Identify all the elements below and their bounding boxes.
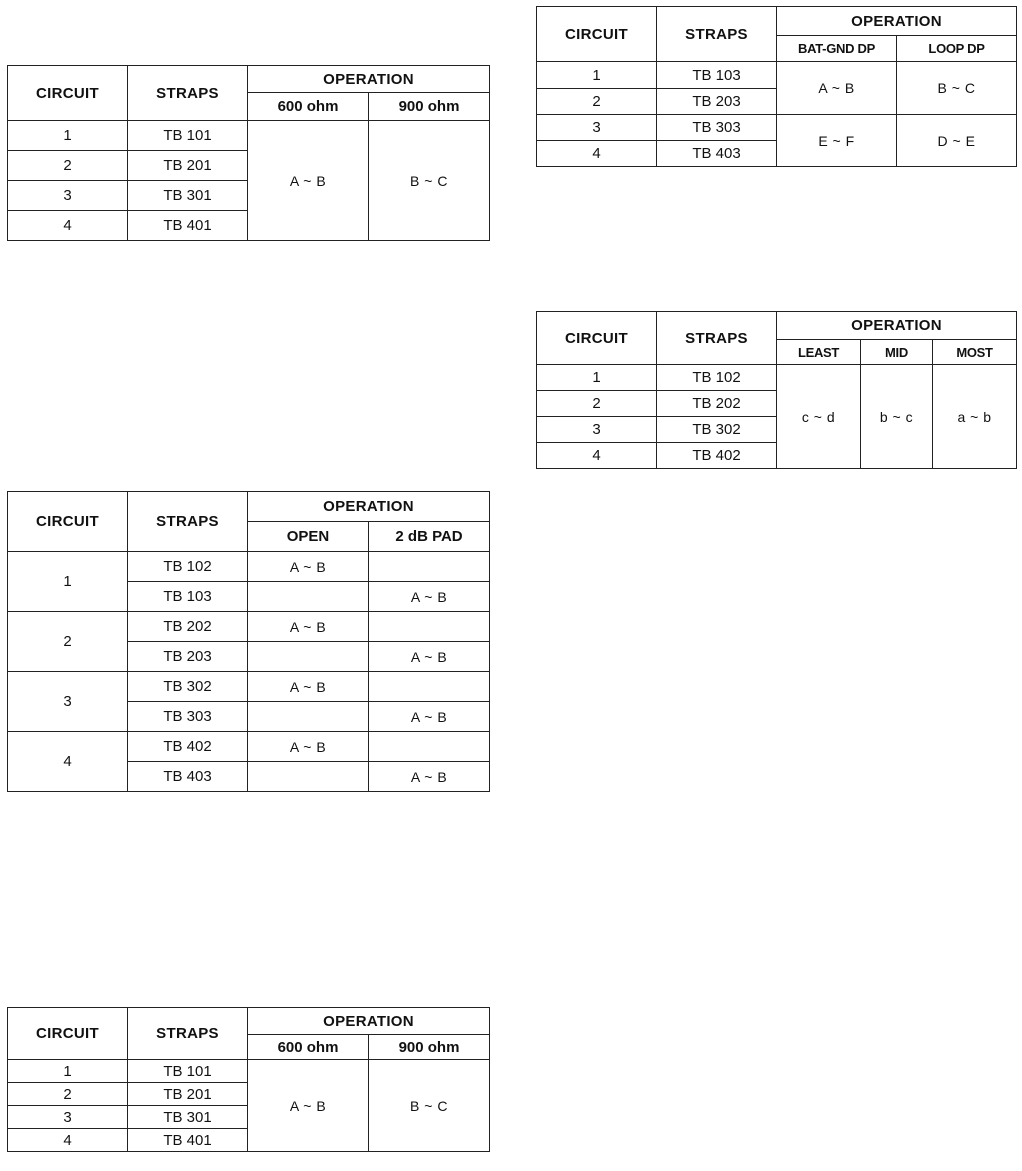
- circuit-cell: 3: [8, 181, 128, 211]
- strap-cell: TB 102: [128, 552, 248, 582]
- operation-cell: a ~ b: [933, 365, 1017, 469]
- strap-cell: TB 202: [128, 612, 248, 642]
- impedance-strap-table-2: [7, 1007, 490, 1152]
- straps-header: STRAPS: [657, 312, 777, 365]
- pad-strap-table: [7, 491, 490, 792]
- circuit-header: CIRCUIT: [8, 492, 128, 552]
- strap-cell: TB 303: [128, 702, 248, 732]
- pad-cell: [369, 672, 490, 702]
- strap-cell: TB 302: [128, 672, 248, 702]
- sub-header: MID: [861, 340, 933, 365]
- strap-cell: TB 201: [128, 1083, 248, 1106]
- circuit-cell: 1: [8, 121, 128, 151]
- open-cell: [248, 702, 369, 732]
- circuit-cell: 3: [8, 1106, 128, 1129]
- open-cell: [248, 582, 369, 612]
- sub-header: MOST: [933, 340, 1017, 365]
- operation-cell: A ~ B: [248, 121, 369, 241]
- operation-header: OPERATION: [248, 66, 490, 93]
- pad-cell: [369, 552, 490, 582]
- strap-cell: TB 103: [657, 62, 777, 89]
- strap-cell: TB 301: [128, 1106, 248, 1129]
- operation-cell: B ~ C: [897, 62, 1017, 115]
- sub-header: BAT-GND DP: [777, 36, 897, 62]
- operation-header: OPERATION: [777, 312, 1017, 340]
- sub-header: OPEN: [248, 522, 369, 552]
- strap-cell: TB 403: [128, 762, 248, 792]
- pad-cell: [369, 732, 490, 762]
- sub-header: LEAST: [777, 340, 861, 365]
- open-cell: [248, 642, 369, 672]
- strap-cell: TB 103: [128, 582, 248, 612]
- sub-header: 900 ohm: [369, 93, 490, 121]
- pad-cell: A ~ B: [369, 762, 490, 792]
- pad-cell: A ~ B: [369, 642, 490, 672]
- operation-cell: A ~ B: [777, 62, 897, 115]
- circuit-cell: 2: [8, 151, 128, 181]
- open-cell: [248, 762, 369, 792]
- operation-header: OPERATION: [248, 492, 490, 522]
- circuit-cell: 1: [8, 1060, 128, 1083]
- operation-cell: B ~ C: [369, 1060, 490, 1152]
- circuit-cell: 4: [8, 211, 128, 241]
- strap-cell: TB 401: [128, 211, 248, 241]
- circuit-cell: 2: [8, 1083, 128, 1106]
- circuit-cell: 4: [8, 1129, 128, 1152]
- circuit-header: CIRCUIT: [8, 1008, 128, 1060]
- pad-cell: [369, 612, 490, 642]
- strap-cell: TB 403: [657, 141, 777, 167]
- sub-header: 600 ohm: [248, 93, 369, 121]
- operation-cell: b ~ c: [861, 365, 933, 469]
- sub-header: 900 ohm: [369, 1035, 490, 1060]
- strap-cell: TB 101: [128, 121, 248, 151]
- circuit-cell: 2: [8, 612, 128, 672]
- strap-cell: TB 101: [128, 1060, 248, 1083]
- circuit-header: CIRCUIT: [8, 66, 128, 121]
- circuit-cell: 3: [8, 672, 128, 732]
- circuit-cell: 1: [8, 552, 128, 612]
- circuit-cell: 4: [537, 443, 657, 469]
- strap-cell: TB 203: [128, 642, 248, 672]
- operation-cell: B ~ C: [369, 121, 490, 241]
- operation-cell: c ~ d: [777, 365, 861, 469]
- circuit-header: CIRCUIT: [537, 7, 657, 62]
- strap-cell: TB 301: [128, 181, 248, 211]
- circuit-cell: 4: [537, 141, 657, 167]
- sub-header: 600 ohm: [248, 1035, 369, 1060]
- circuit-cell: 1: [537, 365, 657, 391]
- level-strap-table: [536, 311, 1017, 469]
- open-cell: A ~ B: [248, 612, 369, 642]
- operation-cell: A ~ B: [248, 1060, 369, 1152]
- circuit-cell: 4: [8, 732, 128, 792]
- circuit-header: CIRCUIT: [537, 312, 657, 365]
- circuit-cell: 1: [537, 62, 657, 89]
- strap-cell: TB 302: [657, 417, 777, 443]
- circuit-cell: 2: [537, 391, 657, 417]
- open-cell: A ~ B: [248, 672, 369, 702]
- sub-header: LOOP DP: [897, 36, 1017, 62]
- strap-cell: TB 102: [657, 365, 777, 391]
- circuit-cell: 3: [537, 417, 657, 443]
- straps-header: STRAPS: [128, 66, 248, 121]
- operation-cell: D ~ E: [897, 115, 1017, 167]
- straps-header: STRAPS: [128, 492, 248, 552]
- sub-header: 2 dB PAD: [369, 522, 490, 552]
- strap-cell: TB 202: [657, 391, 777, 417]
- operation-cell: E ~ F: [777, 115, 897, 167]
- circuit-cell: 2: [537, 89, 657, 115]
- operation-header: OPERATION: [248, 1008, 490, 1035]
- strap-cell: TB 401: [128, 1129, 248, 1152]
- open-cell: A ~ B: [248, 732, 369, 762]
- pad-cell: A ~ B: [369, 582, 490, 612]
- strap-cell: TB 303: [657, 115, 777, 141]
- pad-cell: A ~ B: [369, 702, 490, 732]
- impedance-strap-table: [7, 65, 490, 241]
- straps-header: STRAPS: [128, 1008, 248, 1060]
- open-cell: A ~ B: [248, 552, 369, 582]
- strap-cell: TB 203: [657, 89, 777, 115]
- strap-cell: TB 201: [128, 151, 248, 181]
- strap-cell: TB 402: [657, 443, 777, 469]
- strap-cell: TB 402: [128, 732, 248, 762]
- dp-strap-table: [536, 6, 1017, 167]
- circuit-cell: 3: [537, 115, 657, 141]
- straps-header: STRAPS: [657, 7, 777, 62]
- operation-header: OPERATION: [777, 7, 1017, 36]
